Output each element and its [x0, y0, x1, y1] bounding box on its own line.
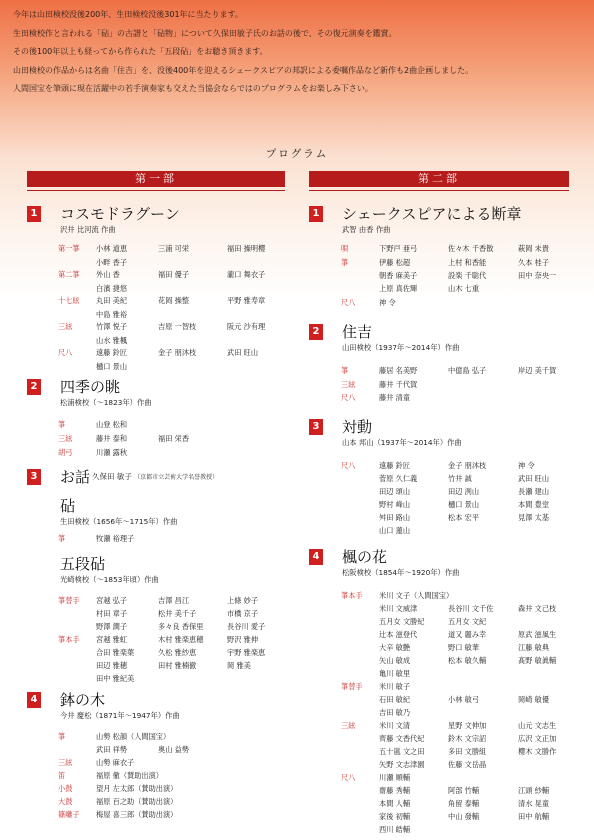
- performer-role: 箏本手: [341, 591, 363, 600]
- performer-name: 広沢 文正加: [518, 734, 557, 743]
- performer-name: 櫻木 文勝作: [518, 747, 557, 756]
- performer-name: 福原 徹（賛助出演）: [96, 771, 163, 780]
- performer-role: 大鼓: [58, 797, 73, 806]
- performer-row: [58, 730, 293, 743]
- performer-name: 白濱 捷悠: [96, 284, 128, 293]
- piece-composer: 松阪検校（1854年～1920年）作曲: [342, 568, 460, 577]
- performer-role: 小鼓: [58, 784, 73, 793]
- performer-role: 箏: [341, 258, 349, 267]
- performer-name: 五月女 文紀: [448, 617, 487, 626]
- performer-name: 瀧口 舞衣子: [227, 270, 266, 279]
- part-one-header: 第一部: [27, 171, 285, 187]
- piece-composer: 松浦検校（～1823年）作曲: [60, 398, 152, 407]
- performer-row: [341, 472, 591, 485]
- performer-row: [341, 745, 591, 758]
- performer-name: 本間 豊堂: [518, 500, 550, 509]
- performer-row: [58, 594, 293, 607]
- performer-row: [341, 589, 591, 602]
- performer-name: 遠藤 鈴匠: [379, 461, 411, 470]
- performer-name: 平野 雅寿章: [227, 296, 266, 305]
- performer-row: [58, 320, 293, 333]
- performer-name: 岡崎 敏優: [518, 695, 550, 704]
- piece-number: 2: [27, 379, 41, 395]
- performer-name: 吉澤 昌江: [158, 596, 190, 605]
- performer-name: 藤井 清童: [379, 393, 411, 402]
- performer-name: 藤井 千代賀: [379, 380, 418, 389]
- performer-row: [58, 620, 293, 633]
- performer-row: [58, 782, 293, 795]
- intro-line: 生田検校作と言われる「砧」の古譜と「砧物」について久保田敏子氏のお話の後で、その復元演奏を鑑賞。: [13, 28, 397, 38]
- piece-title: コスモドラグーン: [60, 205, 180, 223]
- intro-line: 今年は山田検校没後200年、生田検校没後301年に当たります。: [13, 10, 243, 19]
- performer-name: 中億島 弘子: [448, 366, 487, 375]
- performer-name: 野村 峰山: [379, 500, 411, 509]
- performer-name: 多田 文勝組: [448, 747, 487, 756]
- performer-name: 矢野 文志津園: [379, 760, 425, 769]
- performer-row: [58, 432, 293, 445]
- piece-number: 1: [27, 206, 41, 222]
- part-two-rule: [309, 190, 569, 191]
- performer-name: 野沢 雅伸: [227, 635, 259, 644]
- performer-role: 箏替手: [58, 596, 80, 605]
- performer-row: [341, 364, 591, 377]
- piece-number: 1: [309, 206, 323, 222]
- piece-title: 楓の花: [342, 548, 388, 566]
- performer-name: 下野戸 亜弓: [379, 244, 418, 253]
- piece-title: 五段砧: [60, 555, 106, 573]
- performer-name: 神 令: [518, 461, 535, 470]
- piece-number: 3: [309, 419, 323, 435]
- performer-role: 十七絃: [58, 296, 80, 305]
- performer-name: 樋口 景山: [448, 500, 480, 509]
- performer-name: 西川 皓輔: [379, 825, 411, 834]
- performer-name: 原武 滋風生: [518, 630, 557, 639]
- performer-name: 田中 航輔: [518, 812, 550, 821]
- performer-role: 箏本手: [58, 635, 80, 644]
- performer-name: 久本 桂子: [518, 258, 550, 267]
- piece-title: シェークスピアによる断章: [342, 205, 522, 223]
- performer-row: [58, 446, 293, 459]
- performer-role: 三絃: [58, 758, 73, 767]
- performer-row: [58, 532, 293, 545]
- performer-name: 樋口 景山: [96, 362, 128, 371]
- performer-row: [58, 795, 293, 808]
- performer-row: [58, 672, 293, 685]
- performer-name: 木村 雅楽恵穂: [158, 635, 204, 644]
- performer-row: [341, 706, 591, 719]
- performer-name: 神 令: [379, 298, 396, 307]
- piece-composer: 山田検校（1937年～2014年）作曲: [342, 343, 460, 352]
- performer-name: 山勢 松韻（人間国宝）: [96, 732, 171, 741]
- performer-name: 米川 文清: [379, 721, 411, 730]
- performer-row: [341, 823, 591, 836]
- performer-name: 山木 七重: [448, 284, 480, 293]
- performer-role: 三絃: [341, 380, 356, 389]
- performer-row: [341, 602, 591, 615]
- performer-name: 牧瀬 裕理子: [96, 534, 135, 543]
- performer-name: 阿部 竹輔: [448, 786, 480, 795]
- performer-role: 三絃: [58, 322, 73, 331]
- performer-name: 江藤 敏典: [518, 643, 550, 652]
- performer-role: 箏: [58, 420, 66, 429]
- part-two-header: 第二部: [309, 171, 569, 187]
- performer-row: [58, 268, 293, 281]
- performer-row: [58, 346, 293, 359]
- performer-name: 上條 妙子: [227, 596, 259, 605]
- performer-name: 梅屋 喜三郎（賛助出演）: [96, 810, 178, 819]
- performer-name: 松本 宏平: [448, 513, 480, 522]
- performer-row: [341, 511, 591, 524]
- performer-name: 村田 章子: [96, 609, 128, 618]
- performer-name: 宮越 雅虹: [96, 635, 128, 644]
- performer-name: 本間 人輔: [379, 799, 411, 808]
- performer-row: [58, 294, 293, 307]
- performer-role: 箏替手: [341, 682, 363, 691]
- performer-row: [341, 667, 591, 680]
- performer-name: 久松 雅紗恵: [158, 648, 197, 657]
- performer-role: 第二箏: [58, 270, 80, 279]
- performer-role: 尺八: [341, 298, 356, 307]
- performer-name: 道又 麗み幸: [448, 630, 487, 639]
- performer-name: 田辺 頌山: [379, 487, 411, 496]
- performer-name: 江頭 紗輔: [518, 786, 550, 795]
- performer-row: [58, 360, 293, 373]
- performer-name: 竹井 誠: [448, 474, 472, 483]
- performer-row: [341, 654, 591, 667]
- performer-name: 武田 祥勢: [96, 745, 128, 754]
- performer-name: 花岡 操整: [158, 296, 190, 305]
- performer-name: 朝香 麻美子: [379, 271, 418, 280]
- piece-composer: 光崎検校（～1853年頃）作曲: [60, 575, 159, 584]
- speaker-affiliation: （京都市立芸術大学名誉教授）: [134, 474, 219, 481]
- performer-name: 野口 敏華: [448, 643, 480, 652]
- performer-role: 尺八: [341, 773, 356, 782]
- performer-row: [341, 459, 591, 472]
- performer-name: 亀川 敏里: [379, 669, 411, 678]
- performer-name: 田中 雅紀美: [96, 674, 135, 683]
- performer-name: 田中 奈央一: [518, 271, 557, 280]
- piece-title: 鉢の木: [60, 691, 106, 709]
- piece-composer: 山本 邦山（1937年～2014年）作曲: [342, 438, 462, 447]
- performer-name: 米川 文威津: [379, 604, 418, 613]
- intro-line: 山田検校の作品からは名曲「住吉」を、没後400年を迎えるシェークスピアの邦訳による委嘱作品など新作も2曲企画しました。: [13, 65, 474, 75]
- performer-name: 清水 晃童: [518, 799, 550, 808]
- performer-role: 箏: [58, 732, 66, 741]
- performer-row: [58, 769, 293, 782]
- performer-name: 山口 蓮山: [379, 526, 411, 535]
- performer-name: 鈴木 文宗詔: [448, 734, 487, 743]
- performer-role: 第一箏: [58, 244, 80, 253]
- piece-composer: 今井 慶松（1871年～1947年）作曲: [60, 711, 180, 720]
- performer-row: [341, 378, 591, 391]
- intro-line: 人間国宝を筆頭に現在活躍中の若手演奏家も交えた当協会ならではのプログラムをお楽しみ下さい。: [13, 84, 373, 94]
- performer-name: 森井 文己枝: [518, 604, 557, 613]
- performer-role: 篠囃子: [58, 810, 80, 819]
- performer-name: 山勢 麻衣子: [96, 758, 135, 767]
- performer-name: 髙野 敏眞輔: [518, 656, 557, 665]
- performer-name: 齊藤 文香代紀: [379, 734, 425, 743]
- piece-number: 4: [309, 549, 323, 565]
- speaker-info: [92, 472, 218, 483]
- piece-title: 住吉: [342, 323, 373, 341]
- performer-row: [341, 269, 591, 282]
- performer-name: 齋藤 秀輔: [379, 786, 411, 795]
- performer-name: 川瀬 順輔: [379, 773, 411, 782]
- performer-name: 米川 敏子: [379, 682, 411, 691]
- performer-row: [341, 391, 591, 404]
- performer-name: 福田 栄香: [158, 434, 190, 443]
- performer-name: 星野 文伸加: [448, 721, 487, 730]
- performer-row: [58, 646, 293, 659]
- performer-name: 藤居 名美野: [379, 366, 418, 375]
- performer-row: [58, 418, 293, 431]
- piece-number: 2: [309, 324, 323, 340]
- performer-name: 萩岡 未貴: [518, 244, 550, 253]
- performer-name: 合田 雅楽葉: [96, 648, 135, 657]
- piece-title: 砧: [60, 497, 76, 515]
- performer-name: 田村 雅楠徹: [158, 661, 197, 670]
- performer-name: 菅原 久仁義: [379, 474, 418, 483]
- performer-name: 宇野 雅楽恵: [227, 648, 266, 657]
- performer-row: [58, 808, 293, 821]
- performer-name: 五月女 文勝紀: [379, 617, 425, 626]
- performer-role: 笛: [58, 771, 66, 780]
- performer-name: 野澤 潤子: [96, 622, 128, 631]
- performer-row: [58, 633, 293, 646]
- performer-name: 奥山 益勢: [158, 745, 190, 754]
- performer-role: 尺八: [341, 461, 356, 470]
- performer-name: 上村 和香能: [448, 258, 487, 267]
- piece-number: 4: [27, 692, 41, 708]
- performer-name: 松本 敏久輔: [448, 656, 487, 665]
- piece-title: 対動: [342, 418, 373, 436]
- performer-name: 外山 香: [96, 270, 120, 279]
- performer-name: 望月 左太郎（賛助出演）: [96, 784, 178, 793]
- program-heading: プログラム: [265, 148, 329, 160]
- performer-row: [58, 756, 293, 769]
- performer-name: 松井 美千子: [158, 609, 197, 618]
- performer-name: 小林 敏弓: [448, 695, 480, 704]
- performer-row: [58, 607, 293, 620]
- performer-name: 吉田 敏乃: [379, 708, 411, 717]
- performer-row: [341, 242, 591, 255]
- performer-row: [341, 628, 591, 641]
- performer-row: [58, 659, 293, 672]
- performer-name: 多々良 香保里: [158, 622, 204, 631]
- performer-name: 竹澤 悦子: [96, 322, 128, 331]
- performer-role: 胡弓: [58, 448, 73, 457]
- intro-line: その後100年以上も経ってから作られた「五段砧」をお聴き頂きます。: [13, 47, 268, 57]
- performer-name: 藤井 泰和: [96, 434, 128, 443]
- performer-name: 矢山 敏成: [379, 656, 411, 665]
- performer-name: 金子 朋沐枝: [448, 461, 487, 470]
- performer-name: 宮越 弘子: [96, 596, 128, 605]
- performer-role: 箏: [58, 534, 66, 543]
- performer-row: [341, 758, 591, 771]
- piece-title: お話: [60, 468, 91, 486]
- performer-name: 長谷川 文千佐: [448, 604, 494, 613]
- performer-name: 福田 優子: [158, 270, 190, 279]
- performer-name: 武田 旺山: [518, 474, 550, 483]
- performer-name: 山元 文志生: [518, 721, 557, 730]
- performer-name: 舛田 路山: [379, 513, 411, 522]
- performer-role: 三絃: [58, 434, 73, 443]
- performer-row: [341, 732, 591, 745]
- performer-role: 尺八: [341, 393, 356, 402]
- performer-row: [341, 771, 591, 784]
- performer-name: 武田 旺山: [227, 348, 259, 357]
- performer-name: 佐藤 文岳晶: [448, 760, 487, 769]
- performer-role: 箏: [341, 366, 349, 375]
- performer-name: 小畔 香子: [96, 258, 128, 267]
- performer-name: 丸田 美紀: [96, 296, 128, 305]
- performer-name: 設楽 千聡代: [448, 271, 487, 280]
- performer-role: 唄: [341, 244, 349, 253]
- performer-row: [341, 693, 591, 706]
- performer-name: 福原 百之助（賛助出演）: [96, 797, 178, 806]
- performer-row: [341, 485, 591, 498]
- performer-name: 見澤 太基: [518, 513, 550, 522]
- performer-name: 中島 雅裕: [96, 310, 128, 319]
- performer-role: 尺八: [58, 348, 73, 357]
- performer-name: 角留 泰輔: [448, 799, 480, 808]
- performer-name: 小林 道恵: [96, 244, 128, 253]
- performer-name: 米川 文子（人間国宝）: [379, 591, 454, 600]
- performer-name: 福田 操明櫻: [227, 244, 266, 253]
- piece-composer: 沢井 比河流 作曲: [60, 225, 116, 234]
- intro-text: [13, 6, 583, 99]
- performer-name: 長谷川 愛子: [227, 622, 266, 631]
- performer-name: 大辛 敏艶: [379, 643, 411, 652]
- performer-name: 田辺 雅穂: [96, 661, 128, 670]
- performer-role: 三絃: [341, 721, 356, 730]
- performer-name: 市橋 京子: [227, 609, 259, 618]
- performer-row: [341, 296, 591, 309]
- performer-name: 五十嵐 文之田: [379, 747, 425, 756]
- performer-row: [341, 256, 591, 269]
- performer-name: 岸辺 美千賀: [518, 366, 557, 375]
- performer-name: 山登 松和: [96, 420, 128, 429]
- part-one-rule: [27, 190, 285, 191]
- performer-name: 石田 敏紀: [379, 695, 411, 704]
- performer-row: [58, 242, 293, 255]
- performer-row: [58, 743, 293, 756]
- piece-composer: 生田検校（1656年～1715年）作曲: [60, 517, 178, 526]
- performer-row: [341, 784, 591, 797]
- performer-row: [341, 282, 591, 295]
- piece-composer: 武智 由香 作曲: [342, 225, 391, 234]
- performer-name: 辻本 滋登代: [379, 630, 418, 639]
- performer-name: 岡 雅美: [227, 661, 251, 670]
- performer-row: [341, 641, 591, 654]
- performer-row: [341, 797, 591, 810]
- performer-name: 吉原 一智枝: [158, 322, 197, 331]
- performer-name: 山水 雅楓: [96, 336, 128, 345]
- performer-row: [341, 719, 591, 732]
- performer-row: [341, 498, 591, 511]
- performer-row: [341, 524, 591, 537]
- performer-name: 長瀬 建山: [518, 487, 550, 496]
- performer-name: 三浦 可栄: [158, 244, 190, 253]
- performer-name: 伊藤 松超: [379, 258, 411, 267]
- performer-name: 田辺 洌山: [448, 487, 480, 496]
- piece-title: 四季の眺: [60, 378, 121, 396]
- performer-row: [341, 680, 591, 693]
- performer-row: [341, 615, 591, 628]
- performer-name: 中山 發輔: [448, 812, 480, 821]
- piece-number: 3: [27, 469, 41, 485]
- performer-name: 金子 朋沐枝: [158, 348, 197, 357]
- performer-name: 上原 真佐輝: [379, 284, 418, 293]
- performer-row: [341, 810, 591, 823]
- performer-name: 川瀬 露秋: [96, 448, 128, 457]
- performer-name: 家後 初輔: [379, 812, 411, 821]
- performer-name: 佐々木 千香散: [448, 244, 494, 253]
- performer-name: 遠藤 鈴匠: [96, 348, 128, 357]
- speaker-name: 久保田 敏子: [92, 472, 132, 481]
- performer-name: 阪元 沙有理: [227, 322, 266, 331]
